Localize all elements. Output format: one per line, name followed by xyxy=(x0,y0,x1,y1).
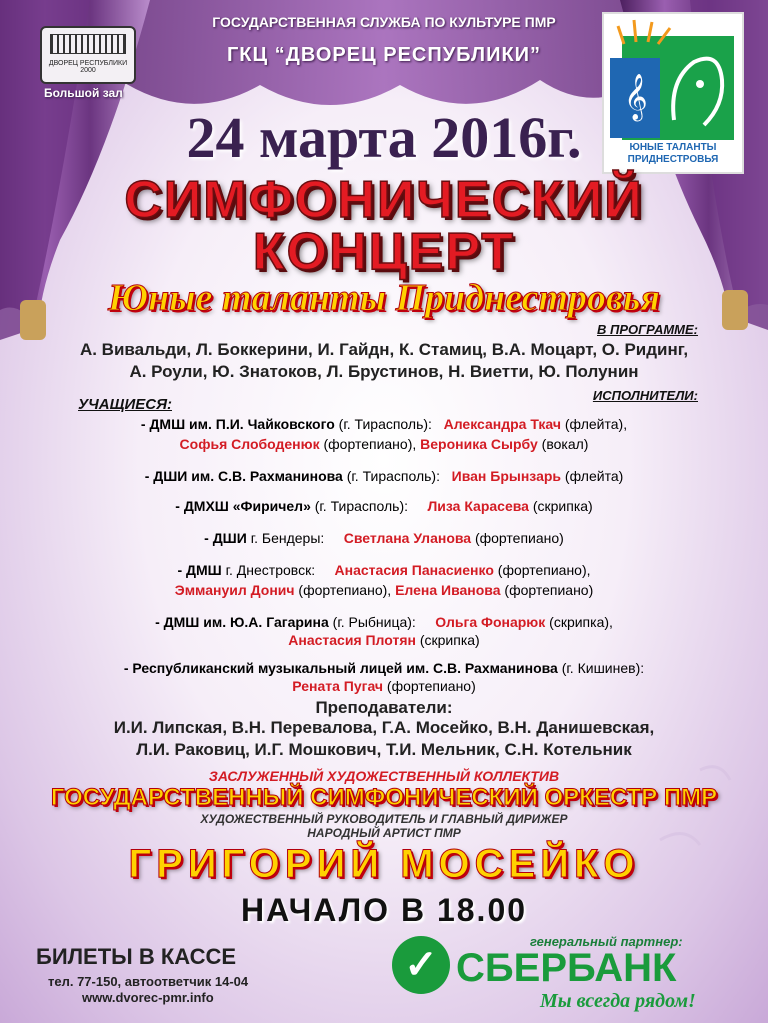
performer-name: Эммануил Донич xyxy=(174,582,295,598)
performer-name: Анастасия Панасиенко xyxy=(334,562,494,578)
conductor-name: ГРИГОРИЙ МОСЕЙКО xyxy=(128,842,640,886)
school-line: - ДМШ г. Днестровск: Анастасия Панасиенко (фортепиано), xyxy=(177,562,591,578)
sponsor-slogan: Мы всегда рядом! xyxy=(540,990,696,1012)
school-line: - ДМХШ «Фиричел» (г. Тирасполь): Лиза Карасева (скрипка) xyxy=(175,498,593,514)
teachers-list-2: Л.И. Раковиц, И.Г. Мошкович, Т.И. Мельник, С.Н. Котельник xyxy=(136,740,632,759)
director-title: ХУДОЖЕСТВЕННЫЙ РУКОВОДИТЕЛЬ И ГЛАВНЫЙ ДИРИЖЕР xyxy=(200,812,568,826)
performers-label: ИСПОЛНИТЕЛИ: xyxy=(592,388,698,403)
logo-caption-1: ЮНЫЕ ТАЛАНТЫ xyxy=(629,142,717,153)
tickets-phone: тел. 77-150, автоответчик 14-04 xyxy=(48,974,249,989)
palace-logo xyxy=(40,26,136,84)
sberbank-logo-icon: ✓ xyxy=(392,936,450,994)
subtitle-young-talents: Юные таланты Приднестровья xyxy=(108,277,660,319)
palace-logo-year: 2000 xyxy=(80,67,96,74)
organizer-line: ГОСУДАРСТВЕННАЯ СЛУЖБА ПО КУЛЬТУРЕ ПМР xyxy=(212,14,556,30)
performer-name: Лиза Карасева xyxy=(427,498,529,514)
performer-name: Елена Иванова xyxy=(395,582,501,598)
sun-rays-icon xyxy=(614,16,684,46)
orchestra-name: ГОСУДАРСТВЕННЫЙ СИМФОНИЧЕСКИЙ ОРКЕСТР ПМР xyxy=(50,784,718,811)
school-line: Эммануил Донич (фортепиано), Елена Иванова (фортепиано) xyxy=(174,582,594,598)
performer-name: Светлана Уланова xyxy=(343,530,472,546)
sponsor-label: генеральный партнер: xyxy=(530,934,683,949)
performer-name: Иван Брынзарь xyxy=(451,468,562,484)
tickets-title: БИЛЕТЫ В КАССЕ xyxy=(36,944,237,969)
tickets-website[interactable]: www.dvorec-pmr.info xyxy=(82,990,214,1005)
teachers-list-1: И.И. Липская, В.Н. Перевалова, Г.А. Мосейко, В.Н. Данишевская, xyxy=(113,718,655,737)
concert-date: 24 марта 2016г. xyxy=(186,105,582,170)
hall-label: Большой зал xyxy=(44,86,123,100)
school-line: - ДМШ им. П.И. Чайковского (г. Тирасполь): Александра Ткач (флейта), xyxy=(140,416,628,432)
program-composers-2: А. Роули, Ю. Знатоков, Л. Брустинов, Н. Виетти, Ю. Полунин xyxy=(129,362,639,381)
performer-name: Анастасия Плотян xyxy=(288,632,416,648)
school-line: - Республиканский музыкальный лицей им. С.В. Рахманинова (г. Кишинев): xyxy=(123,660,645,676)
title-symphonic: СИМФОНИЧЕСКИЙ xyxy=(124,171,644,229)
program-composers-1: А. Вивальди, Л. Боккерини, И. Гайдн, К. Стамиц, В.А. Моцарт, О. Ридинг, xyxy=(79,340,689,359)
teachers-label: Преподаватели: xyxy=(315,698,453,717)
school-line: Рената Пугач (фортепиано) xyxy=(292,678,476,694)
logo-caption-2: ПРИДНЕСТРОВЬЯ xyxy=(627,154,719,165)
school-line: - ДШИ им. С.В. Рахманинова (г. Тирасполь): Иван Брынзарь (флейта) xyxy=(144,468,624,484)
performer-name: Рената Пугач xyxy=(292,678,384,694)
venue-name: ГКЦ “ДВОРЕЦ РЕСПУБЛИКИ” xyxy=(226,44,542,66)
program-label: В ПРОГРАММЕ: xyxy=(596,322,698,337)
students-label: УЧАЩИЕСЯ: xyxy=(78,396,172,413)
treble-clef-icon: 𝄞 xyxy=(624,74,648,120)
school-line: Анастасия Плотян (скрипка) xyxy=(288,632,480,648)
school-line: Софья Слободенюк (фортепиано), Вероника Сырбу (вокал) xyxy=(179,436,589,452)
performer-name: Александра Ткач xyxy=(443,416,561,432)
school-line: - ДМШ им. Ю.А. Гагарина (г. Рыбница): Ольга Фонарюк (скрипка), xyxy=(155,614,613,630)
performer-name: Софья Слободенюк xyxy=(179,436,320,452)
artist-title: НАРОДНЫЙ АРТИСТ ПМР xyxy=(307,826,461,840)
school-line: - ДШИ г. Бендеры: Светлана Уланова (фортепиано) xyxy=(204,530,564,546)
palace-building-icon xyxy=(50,34,126,54)
palace-logo-text: ДВОРЕЦ РЕСПУБЛИКИ xyxy=(48,60,128,67)
performer-name: Вероника Сырбу xyxy=(420,436,538,452)
honored-collective: ЗАСЛУЖЕННЫЙ ХУДОЖЕСТВЕННЫЙ КОЛЛЕКТИВ xyxy=(208,768,560,784)
title-concert: КОНЦЕРТ xyxy=(252,223,516,281)
start-time: НАЧАЛО В 18.00 xyxy=(240,892,528,928)
performer-name: Ольга Фонарюк xyxy=(435,614,546,630)
sponsor-name: СБЕРБАНК xyxy=(456,946,677,990)
